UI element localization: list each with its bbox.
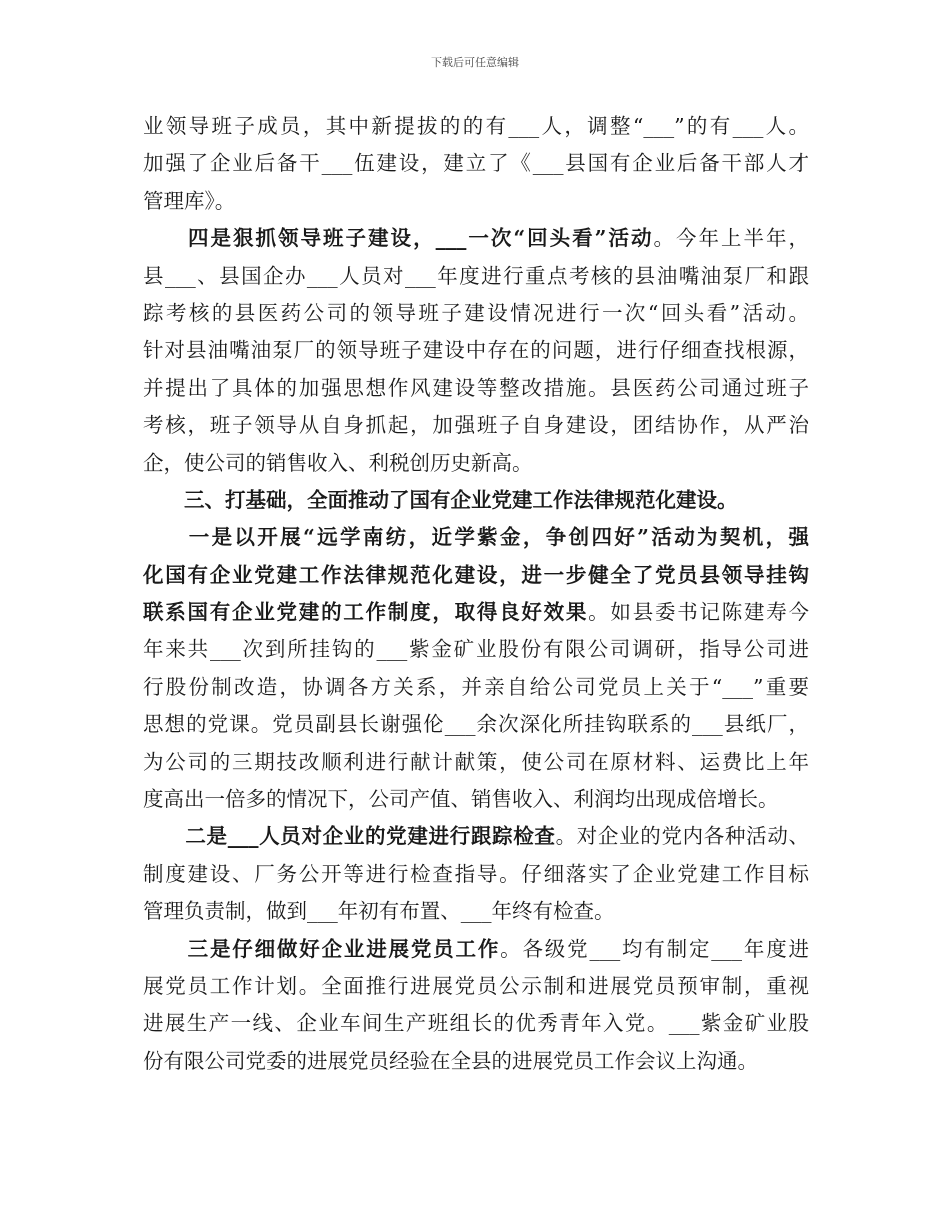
text-run: 年来共___次到所挂钩的___紫金矿业股份有限公司调研，指导公司进	[143, 637, 809, 662]
bold-text-run: 三、打基础，全面推动了国有企业党建工作法律规范化建设。	[143, 487, 738, 512]
text-line	[143, 706, 809, 743]
text-run: 企，使公司的销售收入、利税创历史新高。	[143, 450, 533, 475]
bold-text-run: 三是仔细做好企业进展党员工作	[143, 936, 501, 961]
text-run: 。如县委书记陈建寿今	[588, 600, 809, 625]
text-run: 并提出了具体的加强思想作风建设等整改措施。县医药公司通过班子	[143, 375, 809, 400]
text-run: 进展生产一线、企业车间生产班组长的优秀青年入党。___紫金矿业股	[143, 1011, 809, 1036]
text-line	[143, 1005, 809, 1042]
text-run: 思想的党课。党员副县长谢强伦___余次深化所挂钩联系的___县纸厂，	[143, 712, 809, 737]
bold-text-run: 联系国有企业党建的工作制度，取得良好效果	[143, 600, 589, 625]
text-line	[143, 370, 809, 407]
text-line	[143, 818, 809, 855]
text-run: 度高出一倍多的情况下，公司产值、销售收入、利润均出现成倍增长。	[143, 787, 779, 812]
text-line	[143, 407, 809, 444]
text-line	[143, 482, 809, 519]
text-line	[143, 557, 809, 594]
text-run: 县___、县国企办___人员对___年度进行重点考核的县油嘴油泵厂和跟	[143, 263, 809, 288]
text-run: 踪考核的县医药公司的领导班子建设情况进行一次“回头看”活动。	[143, 300, 809, 325]
text-run: 展党员工作计划。全面推行进展党员公示制和进展党员预审制，重视	[143, 973, 809, 998]
text-run: 管理负责制，做到___年初有布置、___年终有检查。	[143, 899, 615, 924]
text-run: 。对企业的党内各种活动、	[555, 824, 810, 849]
text-run: 业领导班子成员，其中新提拔的的有___人，调整“___”的有___人。	[143, 114, 809, 138]
document-body	[143, 108, 809, 1080]
text-line	[143, 856, 809, 893]
text-line	[143, 893, 809, 930]
text-run: 为公司的三期技改顺利进行献计献策，使公司在原材料、运费比上年	[143, 749, 809, 774]
text-run: 管理库》。	[143, 188, 236, 213]
text-run: 。今年上半年，	[653, 226, 810, 251]
text-run: 制度建设、厂务公开等进行检查指导。仔细落实了企业党建工作目标	[143, 861, 809, 886]
text-run: 行股份制改造，协调各方关系，并亲自给公司党员上关于“___”重要	[143, 674, 809, 699]
text-line	[143, 744, 809, 781]
text-line	[143, 220, 809, 257]
text-line	[143, 781, 809, 818]
text-line	[143, 258, 809, 295]
text-run: 份有限公司党委的进展党员经验在全县的进展党员工作会议上沟通。	[143, 1048, 758, 1073]
text-line	[143, 332, 809, 369]
text-line	[143, 594, 809, 631]
text-line	[143, 108, 809, 145]
bold-text-run: 化国有企业党建工作法律规范化建设，进一步健全了党员县领导挂钩	[143, 562, 809, 587]
text-line	[143, 445, 809, 482]
text-line	[143, 145, 809, 182]
text-line	[143, 183, 809, 220]
text-line	[143, 631, 809, 668]
text-run: 加强了企业后备干___伍建设，建立了《___县国有企业后备干部人才	[143, 151, 809, 176]
text-line	[143, 295, 809, 332]
text-run: 。各级党___均有制定___年度进	[500, 936, 810, 961]
text-line	[143, 931, 809, 968]
bold-text-run: 四是狠抓领导班子建设，___一次“回头看”活动	[143, 226, 654, 251]
text-line	[143, 1043, 809, 1080]
bold-text-run: 一是以开展“远学南纺，近学紫金，争创四好”活动为契机，强	[143, 525, 809, 550]
text-run: 考核，班子领导从自身抓起，加强班子自身建设，团结协作，从严治	[143, 413, 809, 438]
text-line	[143, 968, 809, 1005]
text-run: 针对县油嘴油泵厂的领导班子建设中存在的问题，进行仔细查找根源，	[143, 338, 809, 363]
text-line	[143, 669, 809, 706]
text-line	[143, 519, 809, 556]
page-header: 下载后可任意编辑	[431, 56, 519, 69]
bold-text-run: 二是___人员对企业的党建进行跟踪检查	[143, 824, 556, 849]
